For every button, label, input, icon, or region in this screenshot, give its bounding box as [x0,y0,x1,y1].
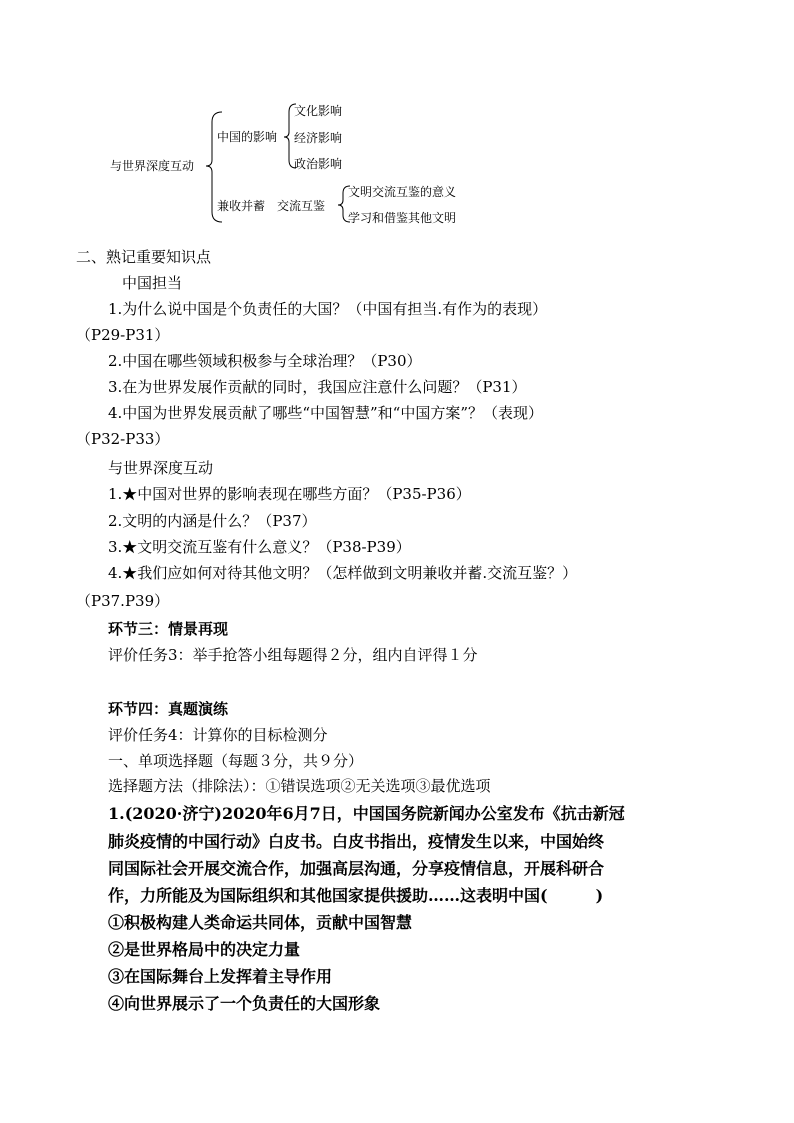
question-stem: 肺炎疫情的中国行动》白皮书。白皮书指出，疫情发生以来，中国始终 [108,832,605,851]
branch2-label: 兼收并蓄 交流互鉴 [217,199,326,213]
page-reference: （P32-P33） [76,430,170,448]
branch1-item: 政治影响 [294,157,343,171]
answer-option: ②是世界格局中的决定力量 [108,940,301,959]
step-title: 环节四：真题演练 [108,700,229,718]
question-item: 4.★我们应如何对待其他文明？（怎样做到文明兼收并蓄.交流互鉴？） [108,564,578,582]
question-item: 3.★文明交流互鉴有什么意义？（P38-P39） [108,538,411,556]
topic-heading: 中国担当 [122,274,183,292]
page-reference: （P29-P31） [76,326,170,344]
answer-option: ①积极构建人类命运共同体，贡献中国智慧 [108,913,413,932]
question-item: 2.文明的内涵是什么？（P37） [108,512,317,530]
branch2-item: 学习和借鉴其他文明 [348,211,457,225]
tree-braces [0,0,794,240]
topic-heading: 与世界深度互动 [108,459,214,477]
branch1-item: 经济影响 [294,131,343,145]
answer-option: ④向世界展示了一个负责任的大国形象 [108,994,381,1013]
step-title: 环节三：情景再现 [108,620,229,638]
evaluation-task: 评价任务3：举手抢答小组每题得２分，组内自评得１分 [108,646,478,664]
question-section-heading: 一、单项选择题（每题３分，共９分） [108,752,364,770]
question-item: 2.中国在哪些领域积极参与全球治理？（P30） [108,352,422,370]
tree-root: 与世界深度互动 [110,159,195,173]
question-stem: 作，力所能及为国际组织和其他国家提供援助……这表明中国( ) [108,886,604,905]
branch1-item: 文化影响 [294,104,343,118]
page-reference: （P37.P39） [76,592,170,610]
question-item: 1.为什么说中国是个负责任的大国？（中国有担当.有作为的表现） [108,300,548,318]
branch2-item: 文明交流互鉴的意义 [348,185,457,199]
knowledge-tree [0,0,794,240]
question-item: 3.在为世界发展作贡献的同时，我国应注意什么问题？（P31） [108,378,527,396]
question-item: 1.★中国对世界的影响表现在哪些方面？（P35-P36） [108,485,471,503]
question-stem: 同国际社会开展交流合作，加强高层沟通，分享疫情信息，开展科研合 [108,859,605,878]
answer-option: ③在国际舞台上发挥着主导作用 [108,967,333,986]
branch1-label: 中国的影响 [217,130,278,144]
section-heading: 二、熟记重要知识点 [76,248,212,266]
method-note: 选择题方法（排除法）：①错误选项②无关选项③最优选项 [108,777,491,795]
question-item: 4.中国为世界发展贡献了哪些“中国智慧”和“中国方案”？（表现） [108,404,543,422]
question-stem: 1.(2020·济宁)2020年6月7日，中国国务院新闻办公室发布《抗击新冠 [108,804,625,823]
evaluation-task: 评价任务4：计算你的目标检测分 [108,726,328,744]
